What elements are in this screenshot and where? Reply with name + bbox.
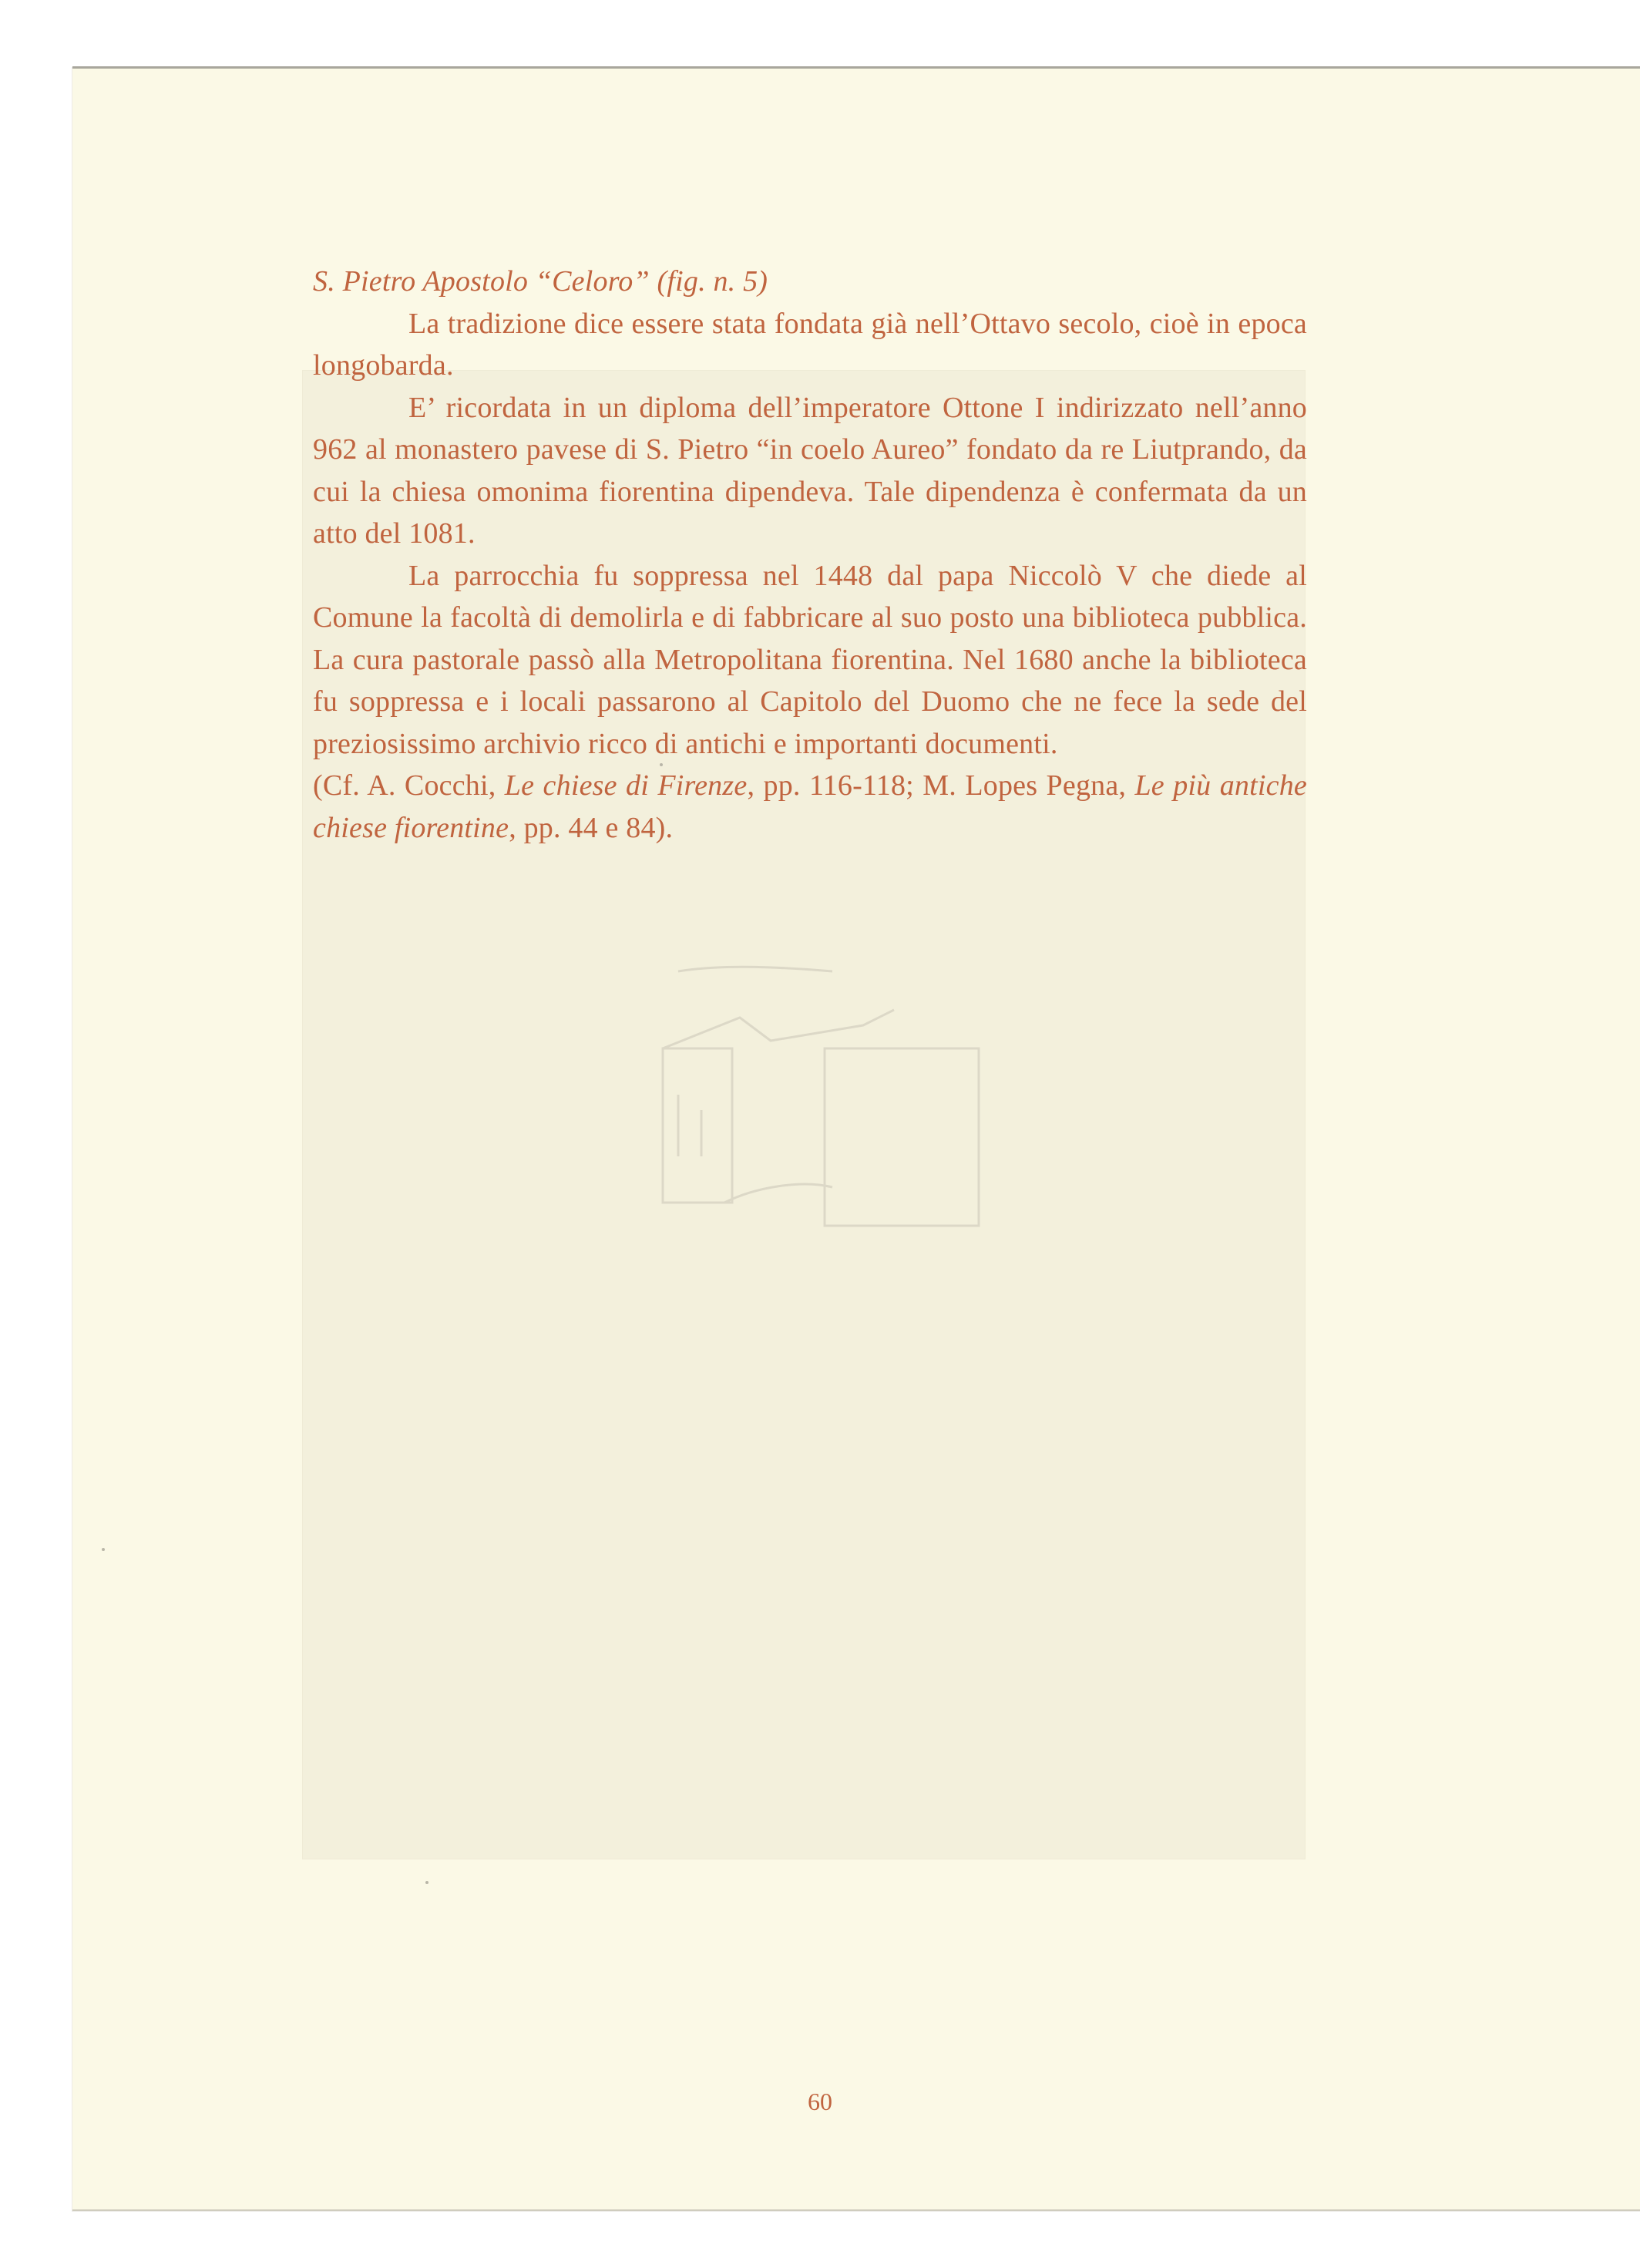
- citation-prefix: (Cf. A. Cocchi,: [313, 769, 505, 802]
- body-text: [313, 261, 1307, 849]
- speck: [425, 1881, 428, 1884]
- section-heading: S. Pietro Apostolo “Celoro” (fig. n. 5): [313, 265, 768, 298]
- citation-title-2: Le più antiche chiese fiorentine: [313, 769, 1307, 844]
- citation-middle: , pp. 116-118; M. Lopes Pegna,: [747, 769, 1135, 802]
- citation-title-1: Le chiese di Firenze: [504, 769, 748, 802]
- bottom-edge-rule: [72, 2209, 1640, 2211]
- paragraph-2: E’ ricordata in un diploma dell’imperatore Ottone I indirizzato nell’anno 962 al monastero pavese di S. Pietro “in coelo Aureo” fondato da re Liutprando, da cui la chiesa omonima fiorentina dipendeva. Tale dipendenza è confermata da un atto del 1081.: [313, 391, 1307, 550]
- citation: [313, 765, 1307, 849]
- speck: [660, 763, 663, 766]
- top-edge-rule: [72, 66, 1640, 69]
- show-through-sketch: [632, 925, 1017, 1257]
- page-number: 60: [808, 2088, 832, 2115]
- speck: [102, 1548, 105, 1551]
- paragraph-1: La tradizione dice essere stata fondata già nell’Ottavo secolo, cioè in epoca longobarda.: [313, 307, 1307, 382]
- citation-suffix: , pp. 44 e 84).: [509, 811, 674, 844]
- paragraph-3: La parrocchia fu soppressa nel 1448 dal papa Niccolò V che diede al Comune la facoltà di demolirla e di fabbricare al suo posto una biblioteca pubblica. La cura pastorale passò alla Metropolitana fiorentina. Nel 1680 anche la biblioteca fu soppressa e i locali passarono al Capitolo del Duomo che ne fece la sede del preziosissimo archivio ricco di antichi e importanti documenti.: [313, 559, 1307, 760]
